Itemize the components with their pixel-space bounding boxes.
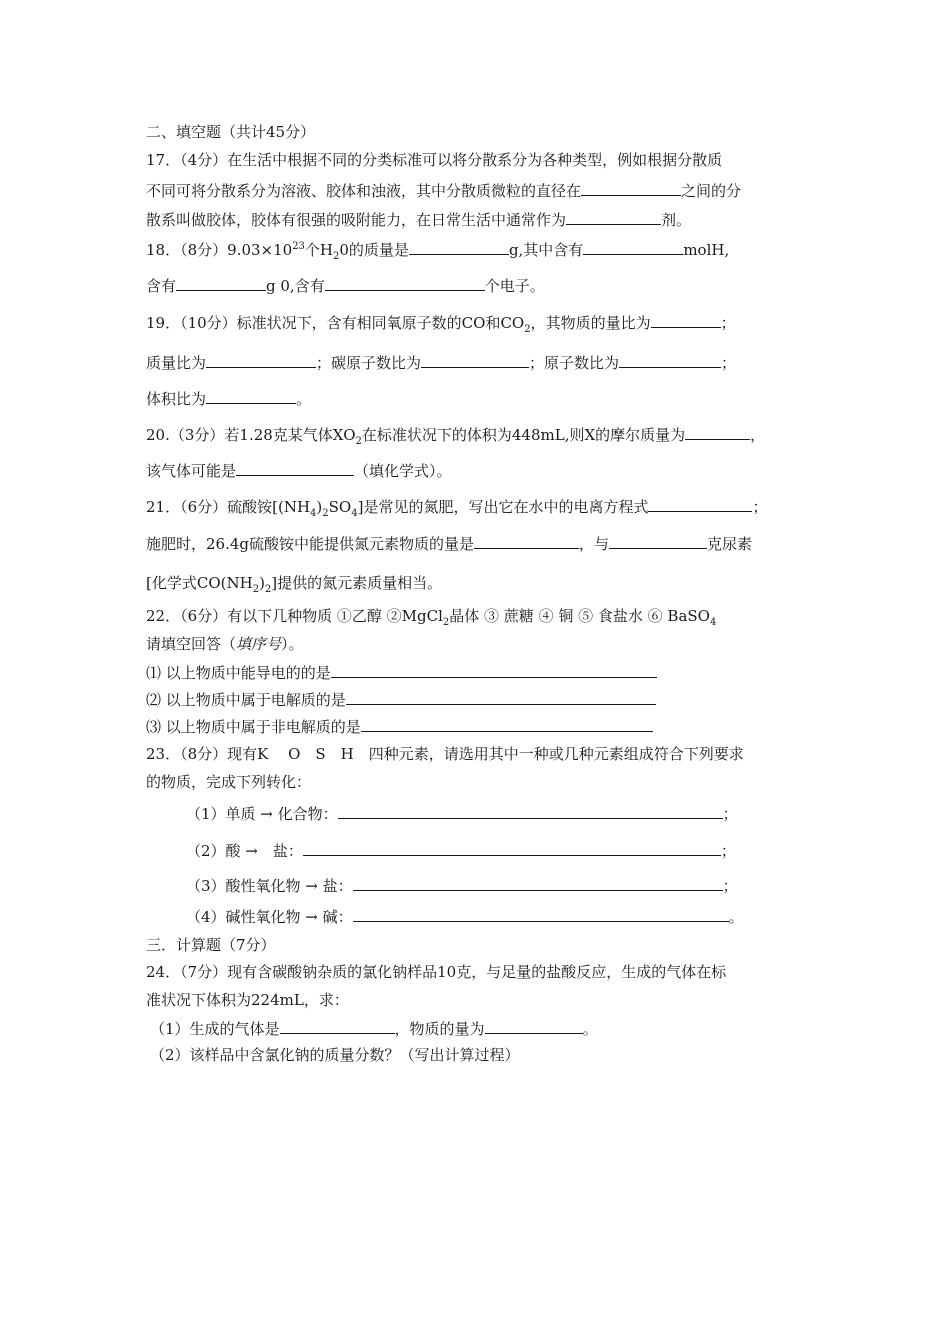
q24-line1: 24．（7分）现有含碳酸钠杂质的氯化钠样品10克，与足量的盐酸反应，生成的气体在标 xyxy=(146,963,727,981)
q24-blank-1[interactable] xyxy=(280,1018,395,1034)
q19-blank-5[interactable] xyxy=(206,388,296,404)
q21-blank-3[interactable] xyxy=(609,533,707,549)
q23-part1: （1）单质 → 化合物： ； xyxy=(186,805,738,823)
q22-blank-1[interactable] xyxy=(331,662,657,678)
q23-part3: （3）酸性氧化物 → 盐： ； xyxy=(186,877,738,895)
q20-line1: 20.（3分）若1.28克某气体$XO_2$在标准状况下的体积为448mL,则X的摩尔质量为 ， xyxy=(146,426,766,447)
q19-line1: 19．（10分）标准状况下，含有相同氧原子数的CO和$CO_2$，其物质的量比为 ； xyxy=(146,314,736,335)
q23-blank-2[interactable] xyxy=(303,840,721,856)
q18-blank-4[interactable] xyxy=(325,275,485,291)
q22-part2: ⑵ 以上物质中属于电解质的是 xyxy=(146,689,656,710)
q20-blank-2[interactable] xyxy=(236,460,354,476)
q20-line2: 该气体可能是 （填化学式）。 xyxy=(146,462,452,480)
q23-blank-4[interactable] xyxy=(353,906,729,922)
q23-line2: 的物质，完成下列转化： xyxy=(146,773,312,791)
section3-title: 三．计算题（7分） xyxy=(146,936,276,954)
q23-line1: 23．（8分）现有K O S H 四种元素，请选用其中一种或几种元素组成符合下列要求 xyxy=(146,745,744,763)
q22-blank-3[interactable] xyxy=(361,716,653,732)
q19-blank-3[interactable] xyxy=(421,352,529,368)
q22-blank-2[interactable] xyxy=(346,689,656,705)
q19-line2: 质量比为 ；碳原子数比为 ；原子数比为 ； xyxy=(146,354,737,372)
q18-blank-1[interactable] xyxy=(409,239,509,255)
q21-line1: 21．（6分）硫酸铵$[(NH_4)_2SO_4]$是常见的氮肥，写出它在水中的电离方程式 ； xyxy=(146,498,768,519)
q24-part1: （1）生成的气体是 ，物质的量为 。 xyxy=(150,1020,598,1038)
q22-line1: 22．（6分）有以下几种物质 ①乙醇 ②MgCl$_2$晶体 ③ 蔗糖 ④ 铜 ⑤ 食盐水 ⑥ BaSO$_4$ xyxy=(146,607,717,628)
q24-blank-2[interactable] xyxy=(485,1018,583,1034)
q18-line1: 18．（8分）$9.03\times 10^{23}$个$H_20$的质量是 g,其中含有 molH, xyxy=(146,241,730,262)
q17-line2: 不同可将分散系分为溶液、胶体和浊液，其中分散质微粒的直径在 之间的分 xyxy=(146,182,742,200)
section2-title: 二、填空题（共计45分） xyxy=(146,123,316,141)
q23-part2: （2）酸 → 盐： ； xyxy=(186,842,736,860)
q17-blank-2[interactable] xyxy=(566,209,661,225)
q21-blank-1[interactable] xyxy=(648,496,752,512)
q19-blank-2[interactable] xyxy=(206,352,316,368)
q21-line2: 施肥时，26.4g硫酸铵中能提供氮元素物质的量是 ，与 克尿素 xyxy=(146,535,753,553)
q23-blank-3[interactable] xyxy=(353,875,723,891)
q19-line3: 体积比为 。 xyxy=(146,390,312,408)
q17-line3: 散系叫做胶体，胶体有很强的吸附能力，在日常生活中通常作为 剂。 xyxy=(146,211,692,229)
q23-part4: （4）碱性氧化物 → 碱： 。 xyxy=(186,908,744,926)
q20-blank-1[interactable] xyxy=(685,424,750,440)
q17-line1: 17．（4分）在生活中根据不同的分类标准可以将分散系分为各种类型，例如根据分散质 xyxy=(146,151,723,169)
q21-blank-2[interactable] xyxy=(474,533,579,549)
q18-line2: 含有 g 0,含有 个电子。 xyxy=(146,277,545,295)
q24-line2: 准状况下体积为224mL，求： xyxy=(146,991,349,1009)
q19-blank-1[interactable] xyxy=(651,312,721,328)
q17-blank-1[interactable] xyxy=(581,180,681,196)
q21-line3: [化学式$CO(NH_2)_2$]提供的氮元素质量相当。 xyxy=(146,574,443,595)
q22-line2: 请填空回答（填序号）。 xyxy=(146,635,304,653)
q19-blank-4[interactable] xyxy=(619,352,721,368)
q18-blank-2[interactable] xyxy=(583,239,683,255)
q22-part1: ⑴ 以上物质中能导电的的是 xyxy=(146,662,657,683)
q22-part3: ⑶ 以上物质中属于非电解质的是 xyxy=(146,716,653,737)
q24-part2: （2）该样品中含氯化钠的质量分数？（写出计算过程） xyxy=(150,1046,520,1064)
q18-blank-3[interactable] xyxy=(176,275,266,291)
q23-blank-1[interactable] xyxy=(338,803,723,819)
